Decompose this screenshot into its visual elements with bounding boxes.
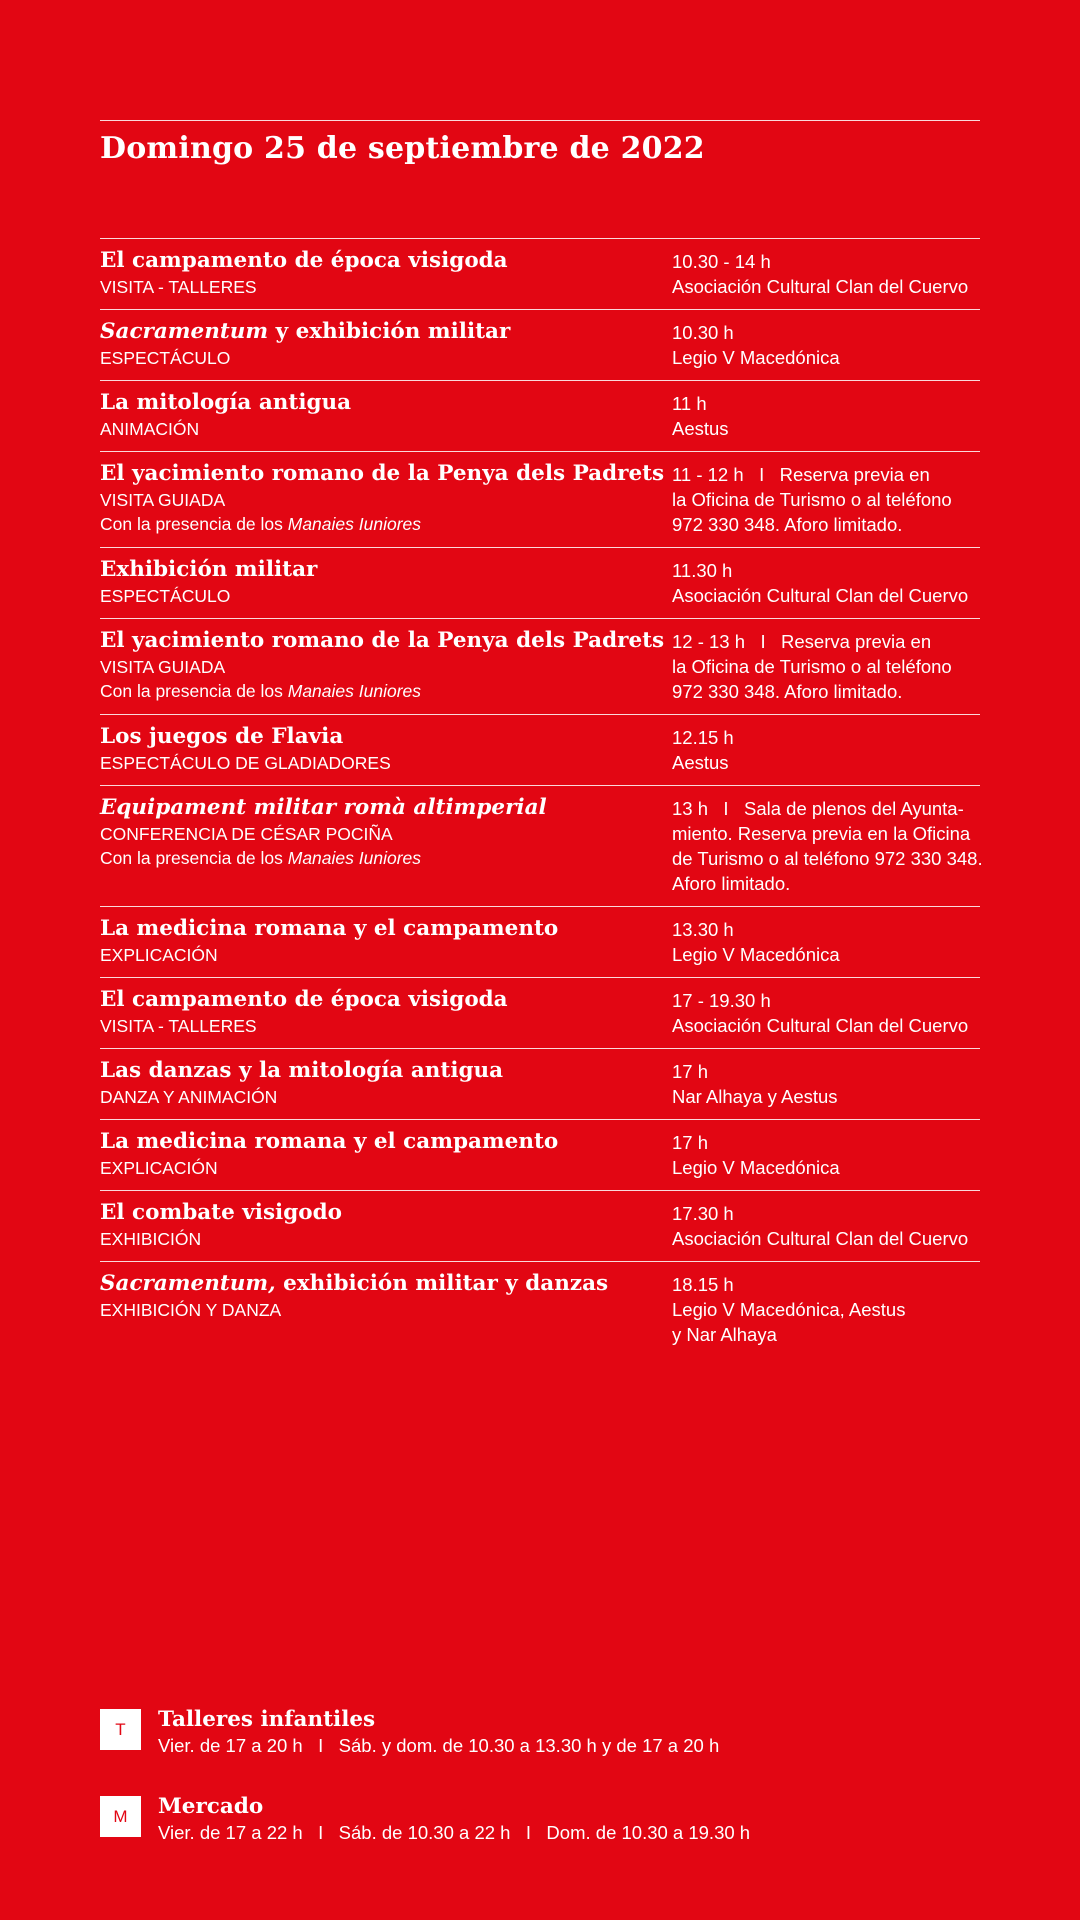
event-title-text: Las danzas y la mitología antigua [100,1058,504,1083]
top-divider [100,120,980,121]
event-title-italic: Equipament militar romà altimperial [100,795,547,820]
event-title [100,626,672,656]
event-title [100,1269,672,1299]
legend-text [158,1706,719,1758]
event-title-text: El combate visigodo [100,1200,342,1225]
event-type: VISITA - TALLERES [100,1016,257,1036]
event-note [100,512,672,536]
event-note [100,679,672,703]
event-note-prefix: Con la presencia de los [100,848,288,868]
event-detail-line: 13.30 h [672,919,734,940]
event-detail-line: miento. Reserva previa en la Oficina [672,823,971,844]
event-row [100,309,980,380]
event-title-text: El yacimiento romano de la Penya dels Padrets [100,461,665,486]
event-row [100,380,980,451]
event-detail-line: 17 h [672,1061,709,1082]
event-row [100,618,980,714]
event-detail-line: 10.30 - 14 h [672,251,771,272]
event-note-italic: Manaies Iuniores [287,681,422,701]
event-title [100,985,672,1015]
event-title [100,914,672,944]
event-detail-line: Legio V Macedónica [672,347,840,368]
event-info [100,985,672,1038]
event-type: ANIMACIÓN [100,419,200,439]
event-detail-line: de Turismo o al teléfono 972 330 348. [672,848,983,869]
event-row [100,1261,980,1357]
event-title [100,459,672,489]
event-info [100,459,672,537]
event-details [672,388,980,441]
event-detail-line: la Oficina de Turismo o al teléfono [672,656,952,677]
event-detail-line: Legio V Macedónica, Aestus [672,1299,906,1320]
event-row [100,1119,980,1190]
event-detail-line: 13 h I Sala de plenos del Ayunta- [672,798,964,819]
event-list [100,238,983,1357]
event-detail-line: Asociación Cultural Clan del Cuervo [672,1228,969,1249]
event-details [672,459,980,537]
event-note-italic: Manaies Iuniores [287,514,422,534]
event-detail-line: Legio V Macedónica [672,944,840,965]
event-details [672,722,980,775]
event-info [100,317,672,370]
legend-badge: T [100,1709,141,1750]
event-type: ESPECTÁCULO [100,586,231,606]
event-type: VISITA GUIADA [100,490,226,510]
event-title-text: La medicina romana y el campamento [100,916,559,941]
event-title-text: El yacimiento romano de la Penya dels Padrets [100,628,665,653]
event-info [100,1056,672,1109]
event-info [100,1127,672,1180]
event-row [100,785,983,906]
event-details [672,246,980,299]
event-detail-line: 18.15 h [672,1274,734,1295]
event-title [100,388,672,418]
event-detail-line: 11.30 h [672,560,733,581]
event-info [100,246,672,299]
event-details [672,985,980,1038]
event-detail-line: 17 - 19.30 h [672,990,771,1011]
event-info [100,722,672,775]
event-info [100,1198,672,1251]
event-row [100,1048,980,1119]
event-title [100,722,672,752]
event-detail-line: 12 - 13 h I Reserva previa en [672,631,932,652]
event-note [100,846,672,870]
legend-schedule: Vier. de 17 a 20 h I Sáb. y dom. de 10.30 a 13.30 h y de 17 a 20 h [158,1735,720,1756]
event-title-italic: Sacramentum, [100,1271,276,1296]
event-details [672,914,980,967]
event-title-text: y exhibición militar [268,319,511,344]
event-title [100,793,672,823]
event-row [100,547,980,618]
event-type: DANZA Y ANIMACIÓN [100,1087,278,1107]
event-detail-line: Asociación Cultural Clan del Cuervo [672,585,969,606]
event-row [100,1190,980,1261]
event-detail-line: 11 h [672,393,707,414]
legend-title: Mercado [158,1794,264,1819]
event-type: EXHIBICIÓN [100,1229,202,1249]
event-detail-line: Asociación Cultural Clan del Cuervo [672,1015,969,1036]
event-title-text: Exhibición militar [100,557,318,582]
event-type: CONFERENCIA DE CÉSAR POCIÑA [100,824,393,844]
event-type: VISITA - TALLERES [100,277,257,297]
event-info [100,1269,672,1347]
page-title: Domingo 25 de septiembre de 2022 [100,131,705,166]
event-type: ESPECTÁCULO [100,348,231,368]
event-details [672,1269,980,1347]
event-title [100,1127,672,1157]
event-note-italic: Manaies Iuniores [287,848,422,868]
event-info [100,914,672,967]
event-info [100,626,672,704]
event-row [100,906,980,977]
event-details [672,317,980,370]
event-type: EXPLICACIÓN [100,1158,218,1178]
event-info [100,793,672,896]
program-page [100,120,983,1357]
event-detail-line: 10.30 h [672,322,734,343]
event-details [672,793,983,896]
event-title [100,317,672,347]
event-detail-line: Nar Alhaya y Aestus [672,1086,838,1107]
event-detail-line: 972 330 348. Aforo limitado. [672,681,903,702]
event-note-prefix: Con la presencia de los [100,681,288,701]
event-row [100,714,980,785]
footer-legend [100,1706,980,1880]
event-detail-line: 972 330 348. Aforo limitado. [672,514,903,535]
event-detail-line: la Oficina de Turismo o al teléfono [672,489,952,510]
legend-badge: M [100,1796,141,1837]
event-detail-line: 11 - 12 h I Reserva previa en [672,464,930,485]
event-title [100,1198,672,1228]
event-details [672,555,980,608]
event-note-prefix: Con la presencia de los [100,514,288,534]
event-detail-line: Aforo limitado. [672,873,791,894]
legend-text [158,1793,750,1845]
event-title [100,555,672,585]
event-detail-line: 17.30 h [672,1203,734,1224]
event-detail-line: Asociación Cultural Clan del Cuervo [672,276,969,297]
legend-schedule: Vier. de 17 a 22 h I Sáb. de 10.30 a 22 h I Dom. de 10.30 a 19.30 h [158,1822,751,1843]
event-type: EXPLICACIÓN [100,945,218,965]
event-detail-line: 17 h [672,1132,709,1153]
event-detail-line: y Nar Alhaya [672,1324,777,1345]
event-detail-line: Legio V Macedónica [672,1157,840,1178]
event-title-text: La medicina romana y el campamento [100,1129,559,1154]
event-detail-line: 12.15 h [672,727,734,748]
event-type: EXHIBICIÓN Y DANZA [100,1300,282,1320]
legend-item [100,1706,980,1758]
event-title-italic: Sacramentum [100,319,269,344]
event-info [100,388,672,441]
event-title [100,246,672,276]
event-title-text: El campamento de época visigoda [100,987,508,1012]
event-details [672,1127,980,1180]
event-row [100,977,980,1048]
legend-title: Talleres infantiles [158,1707,376,1732]
event-title [100,1056,672,1086]
event-title-text: exhibición militar y danzas [275,1271,609,1296]
event-details [672,1056,980,1109]
event-info [100,555,672,608]
event-detail-line: Aestus [672,418,729,439]
event-title-text: La mitología antigua [100,390,352,415]
event-details [672,626,980,704]
event-type: VISITA GUIADA [100,657,226,677]
event-details [672,1198,980,1251]
event-row [100,238,980,309]
event-title-text: Los juegos de Flavia [100,724,344,749]
event-row [100,451,980,547]
event-type: ESPECTÁCULO DE GLADIADORES [100,753,391,773]
event-title-text: El campamento de época visigoda [100,248,508,273]
event-detail-line: Aestus [672,752,729,773]
legend-item [100,1793,980,1845]
